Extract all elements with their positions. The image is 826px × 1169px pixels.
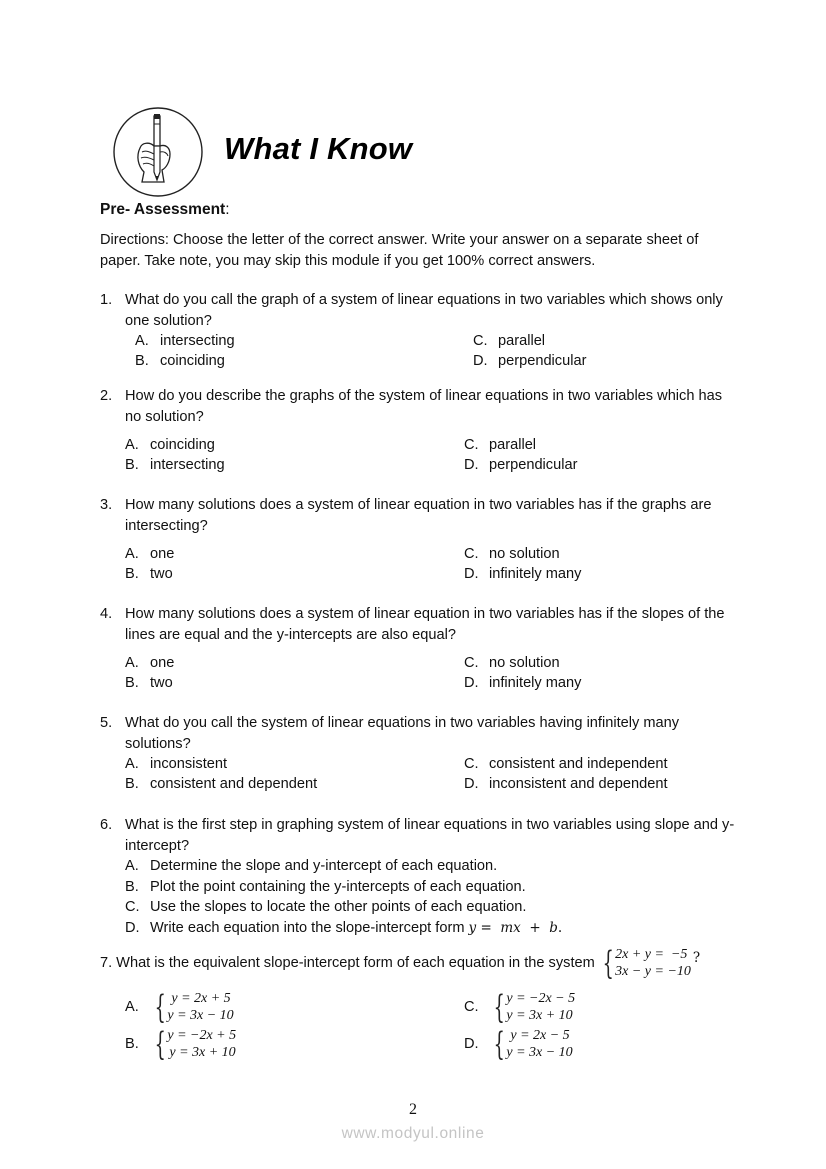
options	[135, 331, 740, 372]
option-d[interactable]	[464, 1027, 573, 1061]
option-text: consistent and independent	[489, 756, 668, 772]
option-line-2: y = 3x + 10	[169, 1045, 236, 1060]
option-letter: C.	[464, 756, 479, 772]
option-text: Write each equation into the slope-intercept form	[150, 919, 469, 936]
question-stem: How many solutions does a system of linear equation in two variables has if the slopes of the lines are equal and the y-intercepts are also equal?	[125, 606, 725, 643]
equation-system	[598, 946, 691, 980]
option-a[interactable]	[125, 856, 740, 877]
option-line-1: y = 2x + 5	[171, 991, 231, 1006]
option-letter: A.	[125, 858, 139, 874]
option-text: Plot the point containing the y-intercepts of each equation.	[150, 878, 526, 895]
question-stem: How many solutions does a system of linear equation in two variables has if the graphs are intersecting?	[125, 497, 712, 534]
option-line-1: y = −2x − 5	[506, 991, 576, 1006]
option-text: two	[150, 566, 173, 582]
hand-holding-pencil-icon	[112, 106, 204, 198]
option-text: inconsistent and dependent	[489, 776, 668, 792]
option-d[interactable]	[464, 455, 577, 476]
options	[125, 856, 740, 938]
option-letter: B.	[125, 566, 139, 582]
question-2	[100, 386, 740, 476]
option-letter: B.	[135, 353, 149, 369]
question-number: 3.	[100, 497, 113, 513]
option-letter: D.	[464, 457, 479, 473]
question-number: 4.	[100, 606, 113, 622]
option-b[interactable]	[125, 673, 173, 694]
option-b[interactable]	[125, 877, 740, 898]
question-5	[100, 713, 740, 795]
option-text: Use the slopes to locate the other points of each equation.	[150, 899, 527, 915]
question-tail: ?	[692, 949, 701, 966]
option-c[interactable]	[464, 435, 536, 456]
option-text: infinitely many	[489, 566, 582, 582]
option-letter: C.	[464, 655, 479, 671]
question-stem: What is the equivalent slope-intercept form of each equation in the system	[116, 954, 595, 971]
option-math: y = mx + b	[468, 919, 558, 936]
option-text: Determine the slope and y-intercept of each equation.	[150, 858, 498, 874]
system-equation-1: 2x + y = −5	[615, 947, 688, 962]
question-3	[100, 495, 740, 585]
directions-text: Directions: Choose the letter of the correct answer. Write your answer on a separate sheet of paper. Take note, you may skip this module if you get 100% correct answers.	[100, 232, 699, 269]
option-letter: B.	[125, 675, 139, 691]
option-c[interactable]	[125, 897, 740, 918]
question-stem: What do you call the system of linear equations in two variables having infinitely many solutions?	[125, 715, 680, 752]
option-letter: D.	[464, 566, 479, 582]
option-letter: A.	[125, 437, 139, 453]
option-a[interactable]	[125, 544, 174, 565]
options	[125, 435, 740, 476]
option-text: intersecting	[150, 457, 225, 473]
option-d[interactable]	[464, 673, 581, 694]
option-line-1: y = 2x − 5	[510, 1028, 570, 1043]
option-text: no solution	[489, 655, 560, 671]
option-a[interactable]	[125, 653, 174, 674]
brace-icon: {	[493, 988, 505, 1026]
question-stem: What do you call the graph of a system of linear equations in two variables which shows only one solution?	[125, 292, 723, 329]
option-b[interactable]	[125, 1027, 236, 1061]
option-line-2: y = 3x − 10	[167, 1008, 234, 1023]
option-text: perpendicular	[489, 457, 578, 473]
option-letter: C.	[464, 437, 479, 453]
option-letter: B.	[125, 1036, 139, 1052]
option-letter: A.	[125, 546, 139, 562]
option-text: inconsistent	[150, 756, 228, 772]
option-letter: B.	[125, 776, 139, 792]
option-text: no solution	[489, 546, 560, 562]
option-line-2: y = 3x + 10	[506, 1008, 573, 1023]
option-letter: A.	[135, 333, 149, 349]
option-b[interactable]	[125, 564, 173, 585]
option-letter: C.	[473, 333, 488, 349]
section-label-text: Pre- Assessment	[100, 201, 226, 218]
option-letter: A.	[125, 756, 139, 772]
option-letter: A.	[125, 655, 139, 671]
option-text: coinciding	[160, 353, 225, 369]
option-text: parallel	[489, 437, 537, 453]
question-stem: What is the first step in graphing system of linear equations in two variables using slope and y-intercept?	[125, 817, 735, 854]
option-d[interactable]	[464, 564, 581, 585]
option-d[interactable]	[464, 774, 668, 795]
option-letter: A.	[125, 999, 139, 1015]
question-number: 1.	[100, 292, 113, 308]
option-text: coinciding	[150, 437, 215, 453]
option-letter: C.	[125, 899, 140, 915]
option-text: perpendicular	[498, 353, 587, 369]
options	[125, 653, 740, 694]
option-a[interactable]	[125, 990, 234, 1024]
question-stem: How do you describe the graphs of the system of linear equations in two variables which has no solution?	[125, 388, 723, 425]
option-letter: C.	[464, 546, 479, 562]
option-letter: D.	[464, 776, 479, 792]
option-a[interactable]	[135, 331, 235, 352]
option-line-1: y = −2x + 5	[167, 1028, 237, 1043]
question-7	[100, 946, 760, 980]
section-label	[100, 201, 230, 219]
option-d[interactable]	[473, 351, 586, 372]
question-number: 5.	[100, 715, 113, 731]
system-equation-2: 3x − y = −10	[615, 964, 691, 979]
brace-icon: {	[154, 1025, 166, 1063]
question-number: 7.	[100, 954, 113, 971]
option-letter: D.	[473, 353, 488, 369]
option-letter: C.	[464, 999, 479, 1015]
option-letter: D.	[464, 675, 479, 691]
option-c[interactable]	[464, 754, 668, 775]
question-4	[100, 604, 740, 694]
option-text: one	[150, 546, 175, 562]
option-text: two	[150, 675, 173, 691]
question-6	[100, 815, 740, 938]
page-number: 2	[409, 1101, 417, 1118]
option-tail: .	[557, 919, 563, 936]
option-c[interactable]	[464, 544, 560, 565]
option-a[interactable]	[125, 754, 227, 775]
question-1	[100, 290, 740, 372]
option-text: one	[150, 655, 175, 671]
question-number: 6.	[100, 817, 113, 833]
brace-icon: {	[602, 944, 614, 982]
option-b[interactable]	[125, 455, 225, 476]
question-number: 2.	[100, 388, 113, 404]
option-text: infinitely many	[489, 675, 582, 691]
option-c[interactable]	[464, 990, 575, 1024]
option-letter: D.	[464, 1036, 479, 1052]
option-d[interactable]	[125, 918, 740, 939]
brace-icon: {	[493, 1025, 505, 1063]
page-title: What I Know	[224, 131, 413, 166]
option-text: consistent and dependent	[150, 776, 318, 792]
option-letter: B.	[125, 878, 139, 895]
watermark: www.modyul.online	[341, 1125, 485, 1142]
option-a[interactable]	[125, 435, 215, 456]
option-c[interactable]	[473, 331, 545, 352]
options	[125, 544, 740, 585]
option-line-2: y = 3x − 10	[506, 1045, 573, 1060]
option-b[interactable]	[125, 774, 317, 795]
option-c[interactable]	[464, 653, 560, 674]
option-letter: B.	[125, 457, 139, 473]
option-b[interactable]	[135, 351, 225, 372]
options	[125, 754, 740, 795]
option-letter: D.	[125, 919, 140, 936]
section-label-colon: :	[225, 201, 230, 218]
option-text: intersecting	[160, 333, 235, 349]
option-text: parallel	[498, 333, 546, 349]
brace-icon: {	[154, 988, 166, 1026]
